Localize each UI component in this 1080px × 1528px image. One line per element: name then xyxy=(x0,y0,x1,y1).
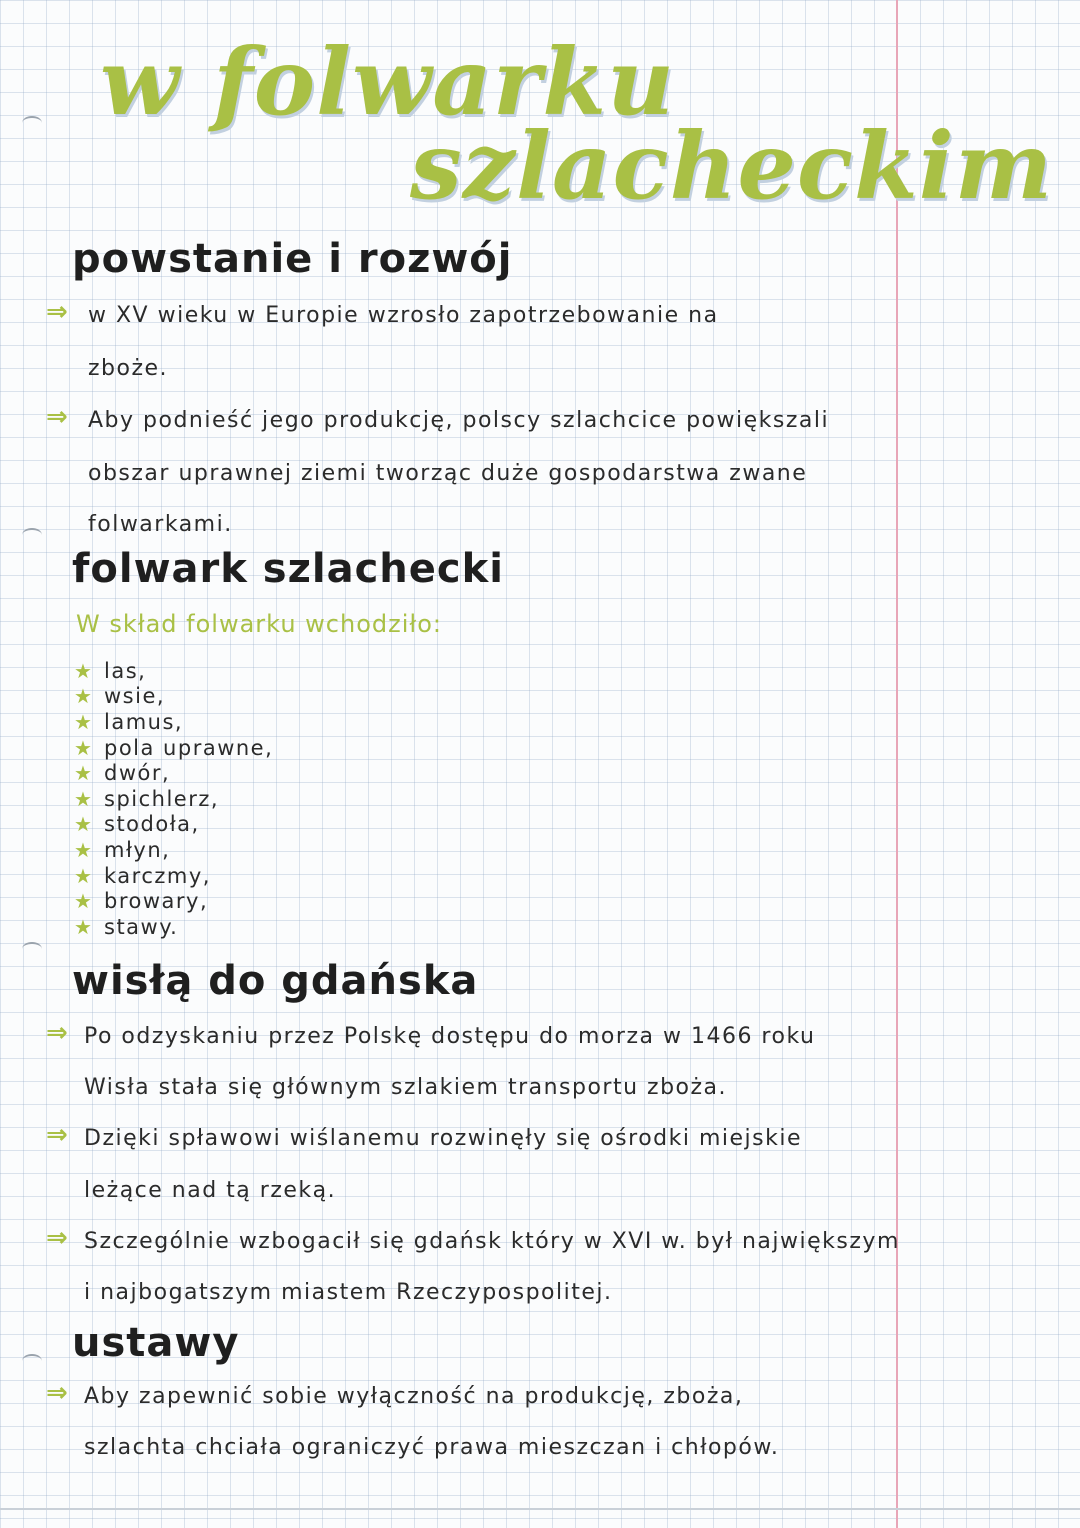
punch-hole-mark xyxy=(22,116,42,130)
text-line: Po odzyskaniu przez Polskę dostępu do morza w 1466 roku xyxy=(84,1024,816,1049)
text-line: szlachta chciała ograniczyć prawa mieszczan i chłopów. xyxy=(84,1435,780,1460)
title-line-1: w folwarku xyxy=(100,28,676,136)
star-icon: ★ xyxy=(74,658,94,683)
text-line: Aby zapewnić sobie wyłączność na produkcję, zboża, xyxy=(84,1384,744,1409)
list-item: ★ las, xyxy=(74,658,147,683)
heading-wisla: wisłą do gdańska xyxy=(72,958,479,1004)
star-icon: ★ xyxy=(74,863,94,888)
text-line: obszar uprawnej ziemi tworząc duże gospodarstwa zwane xyxy=(88,461,808,486)
star-icon: ★ xyxy=(74,761,94,786)
margin-line xyxy=(896,0,898,1528)
punch-hole-mark xyxy=(22,1354,42,1368)
text-line: Dzięki spławowi wiślanemu rozwinęły się ośrodki miejskie xyxy=(84,1126,803,1151)
double-arrow-icon: ⇒ xyxy=(46,1378,68,1408)
folwark-items-list xyxy=(74,658,273,940)
heading-powstanie: powstanie i rozwój xyxy=(72,236,513,282)
title-line-2: szlacheckim xyxy=(410,112,1054,220)
punch-hole-mark xyxy=(22,528,42,542)
page-bottom-edge xyxy=(0,1508,1080,1510)
list-item: ★ spichlerz, xyxy=(74,786,220,811)
list-item: ★ browary, xyxy=(74,889,209,914)
text-line: zboże. xyxy=(88,356,169,381)
star-icon: ★ xyxy=(74,812,94,837)
heading-folwark: folwark szlachecki xyxy=(72,546,504,592)
star-icon: ★ xyxy=(74,914,94,939)
double-arrow-icon: ⇒ xyxy=(46,297,68,327)
text-line: folwarkami. xyxy=(88,512,233,537)
list-item: ★ wsie, xyxy=(74,684,166,709)
star-icon: ★ xyxy=(74,786,94,811)
double-arrow-icon: ⇒ xyxy=(46,1223,68,1253)
star-icon: ★ xyxy=(74,684,94,709)
star-icon: ★ xyxy=(74,889,94,914)
list-item: ★ stodoła, xyxy=(74,812,200,837)
text-line: Szczególnie wzbogacił się gdańsk który w XVI w. był największym xyxy=(84,1229,900,1254)
list-item: ★ lamus, xyxy=(74,709,184,734)
double-arrow-icon: ⇒ xyxy=(46,1018,68,1048)
double-arrow-icon: ⇒ xyxy=(46,1120,68,1150)
punch-hole-mark xyxy=(22,942,42,956)
star-icon: ★ xyxy=(74,735,94,760)
star-icon: ★ xyxy=(74,837,94,862)
list-item: ★ młyn, xyxy=(74,837,171,862)
list-item: ★ dwór, xyxy=(74,761,171,786)
text-line: i najbogatszym miastem Rzeczypospolitej. xyxy=(84,1280,613,1305)
subheading-sklad: W skład folwarku wchodziło: xyxy=(76,610,442,638)
star-icon: ★ xyxy=(74,709,94,734)
list-item: ★ pola uprawne, xyxy=(74,735,274,760)
text-line: leżące nad tą rzeką. xyxy=(84,1178,337,1203)
text-line: w XV wieku w Europie wzrosło zapotrzebowanie na xyxy=(88,303,719,328)
text-line: Wisła stała się głównym szlakiem transportu zboża. xyxy=(84,1075,728,1100)
heading-ustawy: ustawy xyxy=(72,1320,240,1366)
text-line: Aby podnieść jego produkcję, polscy szlachcice powiększali xyxy=(88,408,830,433)
list-item: ★ stawy. xyxy=(74,914,179,939)
double-arrow-icon: ⇒ xyxy=(46,402,68,432)
list-item: ★ karczmy, xyxy=(74,863,211,888)
